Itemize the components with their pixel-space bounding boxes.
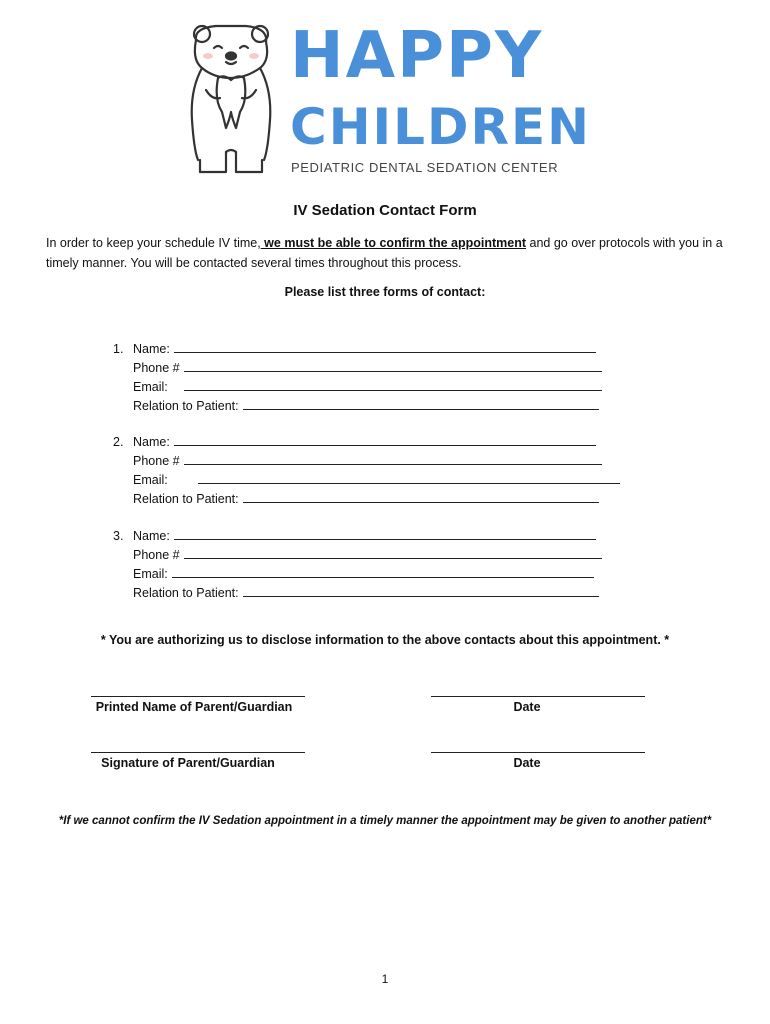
relation-line[interactable]	[243, 490, 599, 503]
instruction-text: Please list three forms of contact:	[284, 285, 486, 299]
printed-name-line[interactable]	[91, 695, 305, 697]
contact-number: 1.	[113, 342, 124, 356]
email-field[interactable]: Email:	[133, 565, 602, 584]
contact-number: 3.	[113, 529, 124, 543]
logo	[186, 19, 592, 180]
intro-text-2: and go over protocols with you in a	[526, 236, 723, 250]
page-number: 1	[381, 972, 389, 986]
name-line[interactable]	[174, 433, 596, 446]
phone-field[interactable]: Phone #	[133, 452, 620, 471]
email-line[interactable]	[184, 378, 602, 391]
contact-block-2	[113, 433, 620, 509]
logo-line-children: CHILDREN	[290, 98, 592, 156]
contact-number: 2.	[113, 435, 124, 449]
phone-field[interactable]: Phone #	[133, 359, 602, 378]
name-line[interactable]	[174, 527, 596, 540]
phone-field[interactable]: Phone #	[133, 546, 602, 565]
email-line[interactable]	[172, 565, 594, 578]
contact-block-3	[113, 527, 602, 603]
name-line[interactable]	[174, 340, 596, 353]
email-field[interactable]: Email:	[133, 471, 620, 490]
phone-line[interactable]	[184, 359, 602, 372]
email-line[interactable]	[198, 471, 620, 484]
name-field[interactable]: Name:	[133, 340, 602, 359]
logo-line-happy: HAPPY	[290, 19, 544, 93]
date-line-2[interactable]	[431, 751, 645, 753]
relation-field[interactable]: Relation to Patient:	[133, 490, 620, 509]
contact-block-1	[113, 340, 602, 416]
intro-paragraph	[46, 233, 736, 273]
relation-field[interactable]: Relation to Patient:	[133, 584, 602, 603]
authorization-notice: * You are authorizing us to disclose information to the above contacts about this appointment. *	[100, 633, 670, 647]
signature-line[interactable]	[91, 751, 305, 753]
logo-subtitle: PEDIATRIC DENTAL SEDATION CENTER	[291, 160, 559, 175]
name-field[interactable]: Name:	[133, 527, 602, 546]
email-field[interactable]: Email:	[133, 378, 602, 397]
phone-line[interactable]	[184, 546, 602, 559]
relation-field[interactable]: Relation to Patient:	[133, 397, 602, 416]
signature-label: Signature of Parent/Guardian	[101, 756, 275, 770]
relation-line[interactable]	[243, 397, 599, 410]
warning-notice: *If we cannot confirm the IV Sedation appointment in a timely manner the appointment may be given to another patient*	[58, 815, 712, 827]
intro-text-1: In order to keep your schedule IV time,	[46, 236, 261, 250]
intro-text-3: timely manner. You will be contacted several times throughout this process.	[46, 256, 462, 270]
date-line-1[interactable]	[431, 695, 645, 697]
name-field[interactable]: Name:	[133, 433, 620, 452]
relation-line[interactable]	[243, 584, 599, 597]
form-title: IV Sedation Contact Form	[293, 202, 477, 219]
phone-line[interactable]	[184, 452, 602, 465]
printed-name-label: Printed Name of Parent/Guardian	[95, 700, 293, 714]
bear-mascot-icon	[186, 20, 276, 175]
intro-bold-text: we must be able to confirm the appointment	[260, 236, 527, 250]
date-label-2: Date	[513, 756, 541, 770]
date-label-1: Date	[513, 700, 541, 714]
